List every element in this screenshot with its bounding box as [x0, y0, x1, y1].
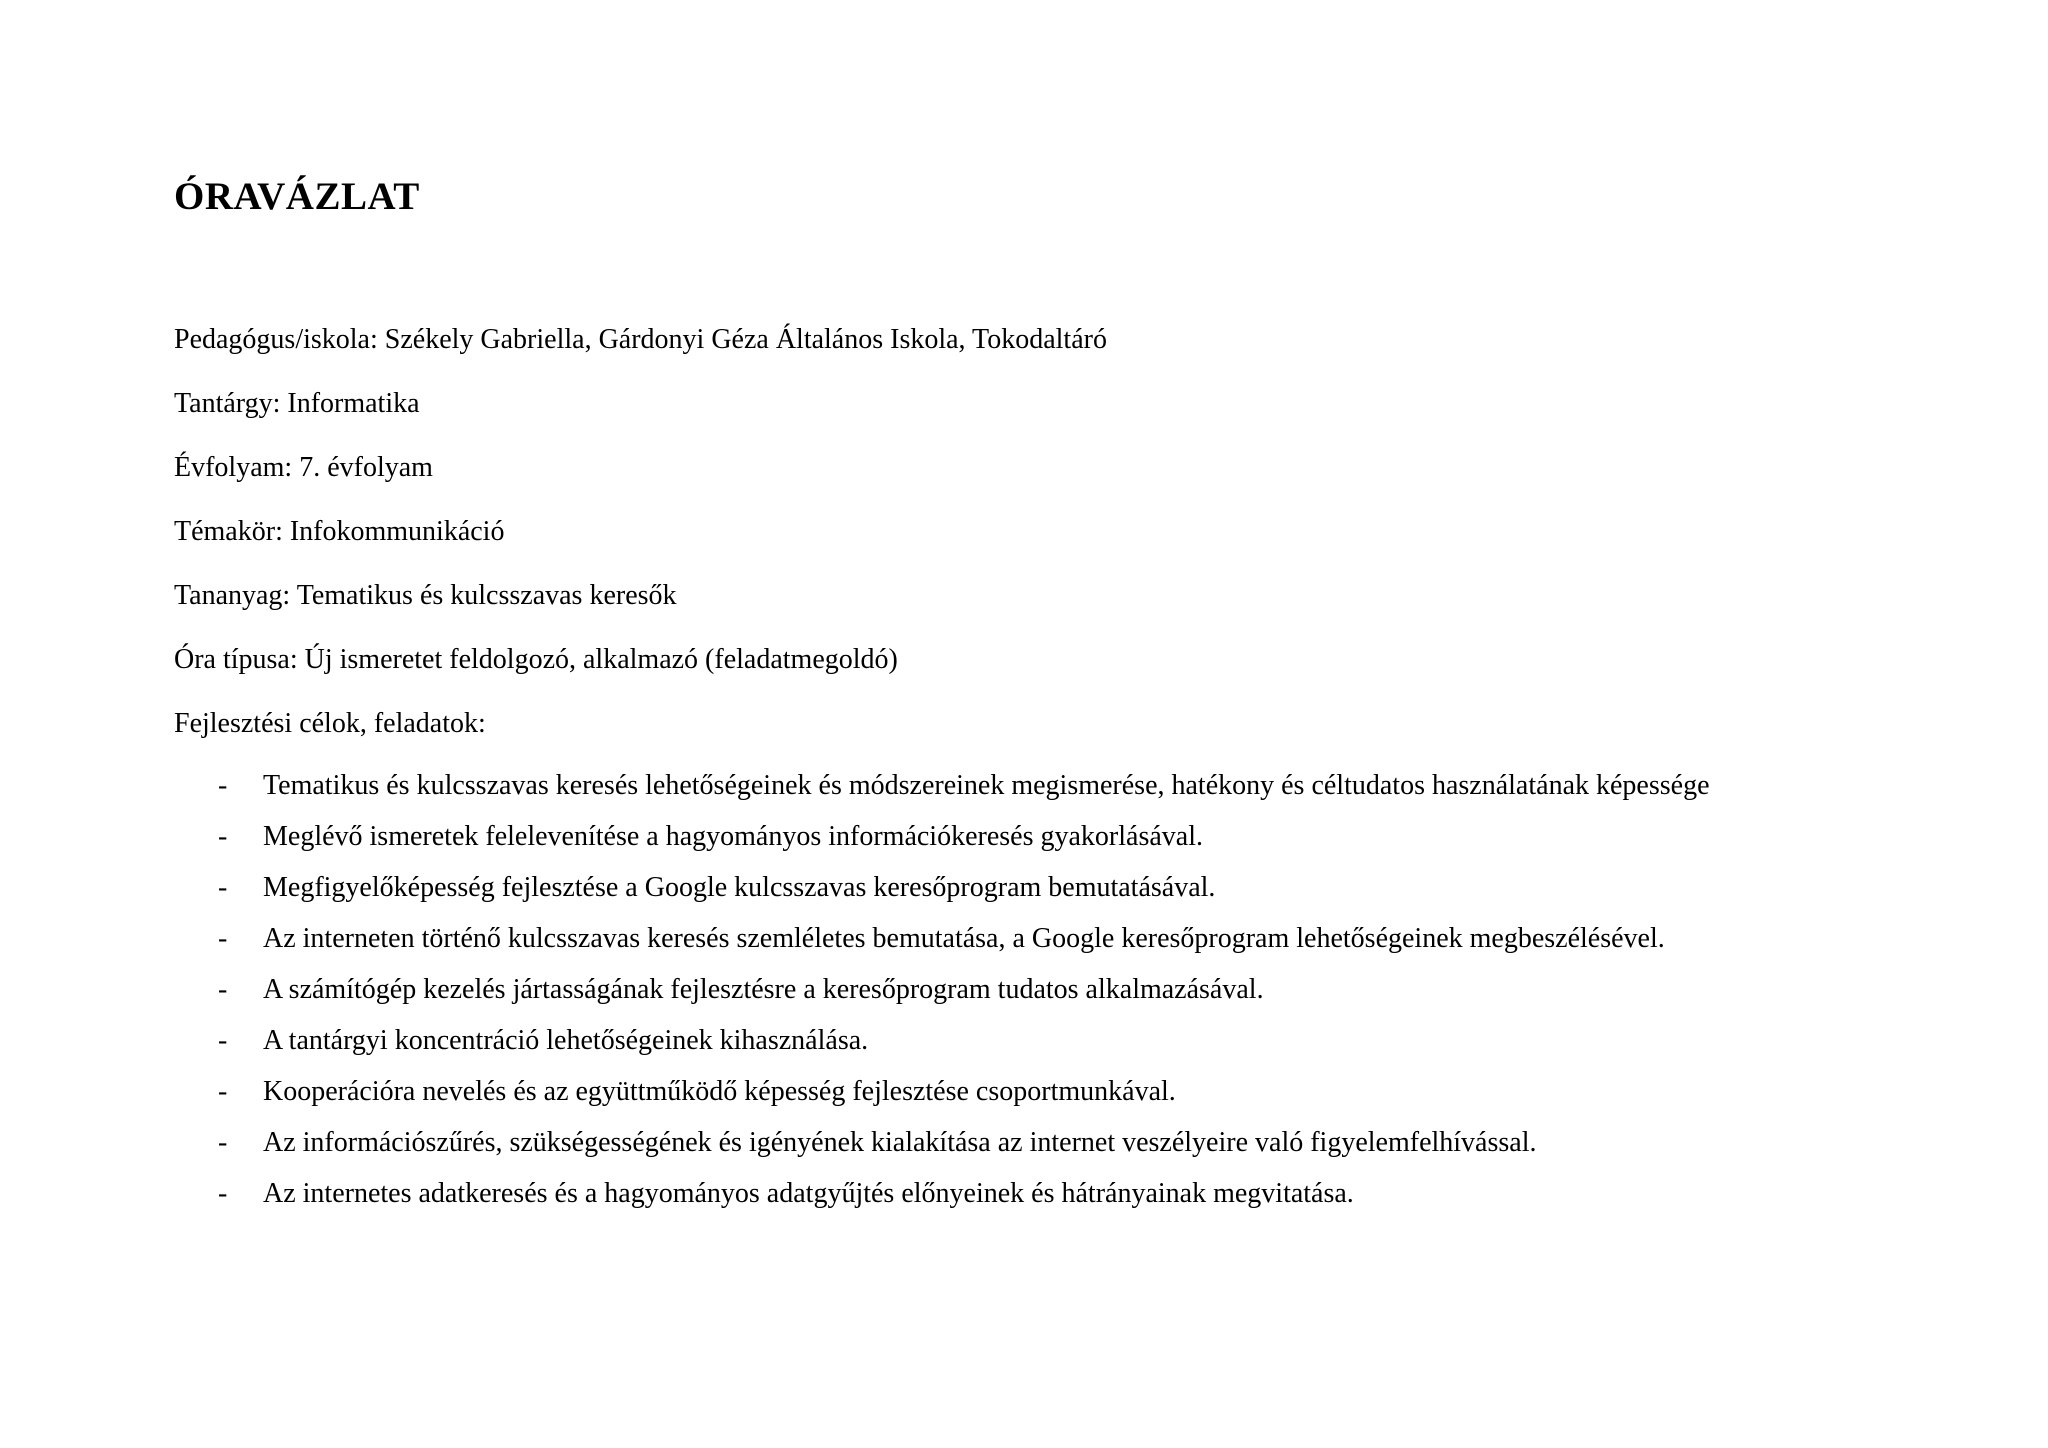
list-item: [174, 870, 1710, 906]
goal-text: Az információszűrés, szükségességének és igényének kialakítása az internet veszélyeire való figyelemfelhívással.: [263, 1127, 1537, 1158]
topic-line: Témakör: Infokommunikáció: [174, 516, 505, 547]
lesson-info: [174, 322, 1107, 770]
goal-text: Meglévő ismeretek felelevenítése a hagyományos információkeresés gyakorlásával.: [263, 821, 1203, 852]
list-item: [174, 768, 1710, 804]
bullet-dash: -: [218, 923, 228, 954]
bullet-dash: -: [218, 770, 228, 801]
bullet-dash: -: [218, 872, 228, 903]
goals-list: [174, 768, 1710, 1227]
bullet-dash: -: [218, 1127, 228, 1158]
bullet-dash: -: [218, 1025, 228, 1056]
bullet-dash: -: [218, 1076, 228, 1107]
document-title: ÓRAVÁZLAT: [174, 175, 420, 218]
bullet-dash: -: [218, 1178, 228, 1209]
list-item: [174, 921, 1710, 957]
bullet-dash: -: [218, 821, 228, 852]
goal-text: A tantárgyi koncentráció lehetőségeinek kihasználása.: [263, 1025, 869, 1056]
list-item: [174, 972, 1710, 1008]
list-item: [174, 1023, 1710, 1059]
bullet-dash: -: [218, 974, 228, 1005]
goal-text: Az interneten történő kulcsszavas keresés szemléletes bemutatása, a Google keresőprogram lehetőségeinek megbeszélésével.: [263, 923, 1665, 954]
grade-line: Évfolyam: 7. évfolyam: [174, 452, 433, 483]
goal-text: A számítógép kezelés jártasságának fejlesztésre a keresőprogram tudatos alkalmazásával.: [263, 974, 1264, 1005]
list-item: [174, 1074, 1710, 1110]
teacher-school-line: Pedagógus/iskola: Székely Gabriella, Gárdonyi Géza Általános Iskola, Tokodaltáró: [174, 324, 1107, 355]
lesson-type-line: Óra típusa: Új ismeretet feldolgozó, alkalmazó (feladatmegoldó): [174, 644, 898, 675]
goal-text: Tematikus és kulcsszavas keresés lehetőségeinek és módszereinek megismerése, hatékony és céltudatos használatának képessége: [263, 770, 1710, 801]
subject-line: Tantárgy: Informatika: [174, 388, 420, 419]
list-item: [174, 819, 1710, 855]
goals-heading: Fejlesztési célok, feladatok:: [174, 708, 486, 739]
list-item: [174, 1176, 1710, 1212]
goal-text: Az internetes adatkeresés és a hagyományos adatgyűjtés előnyeinek és hátrányainak megvitatása.: [263, 1178, 1354, 1209]
list-item: [174, 1125, 1710, 1161]
goal-text: Kooperációra nevelés és az együttműködő képesség fejlesztése csoportmunkával.: [263, 1076, 1176, 1107]
goal-text: Megfigyelőképesség fejlesztése a Google kulcsszavas keresőprogram bemutatásával.: [263, 872, 1216, 903]
material-line: Tananyag: Tematikus és kulcsszavas keresők: [174, 580, 677, 611]
